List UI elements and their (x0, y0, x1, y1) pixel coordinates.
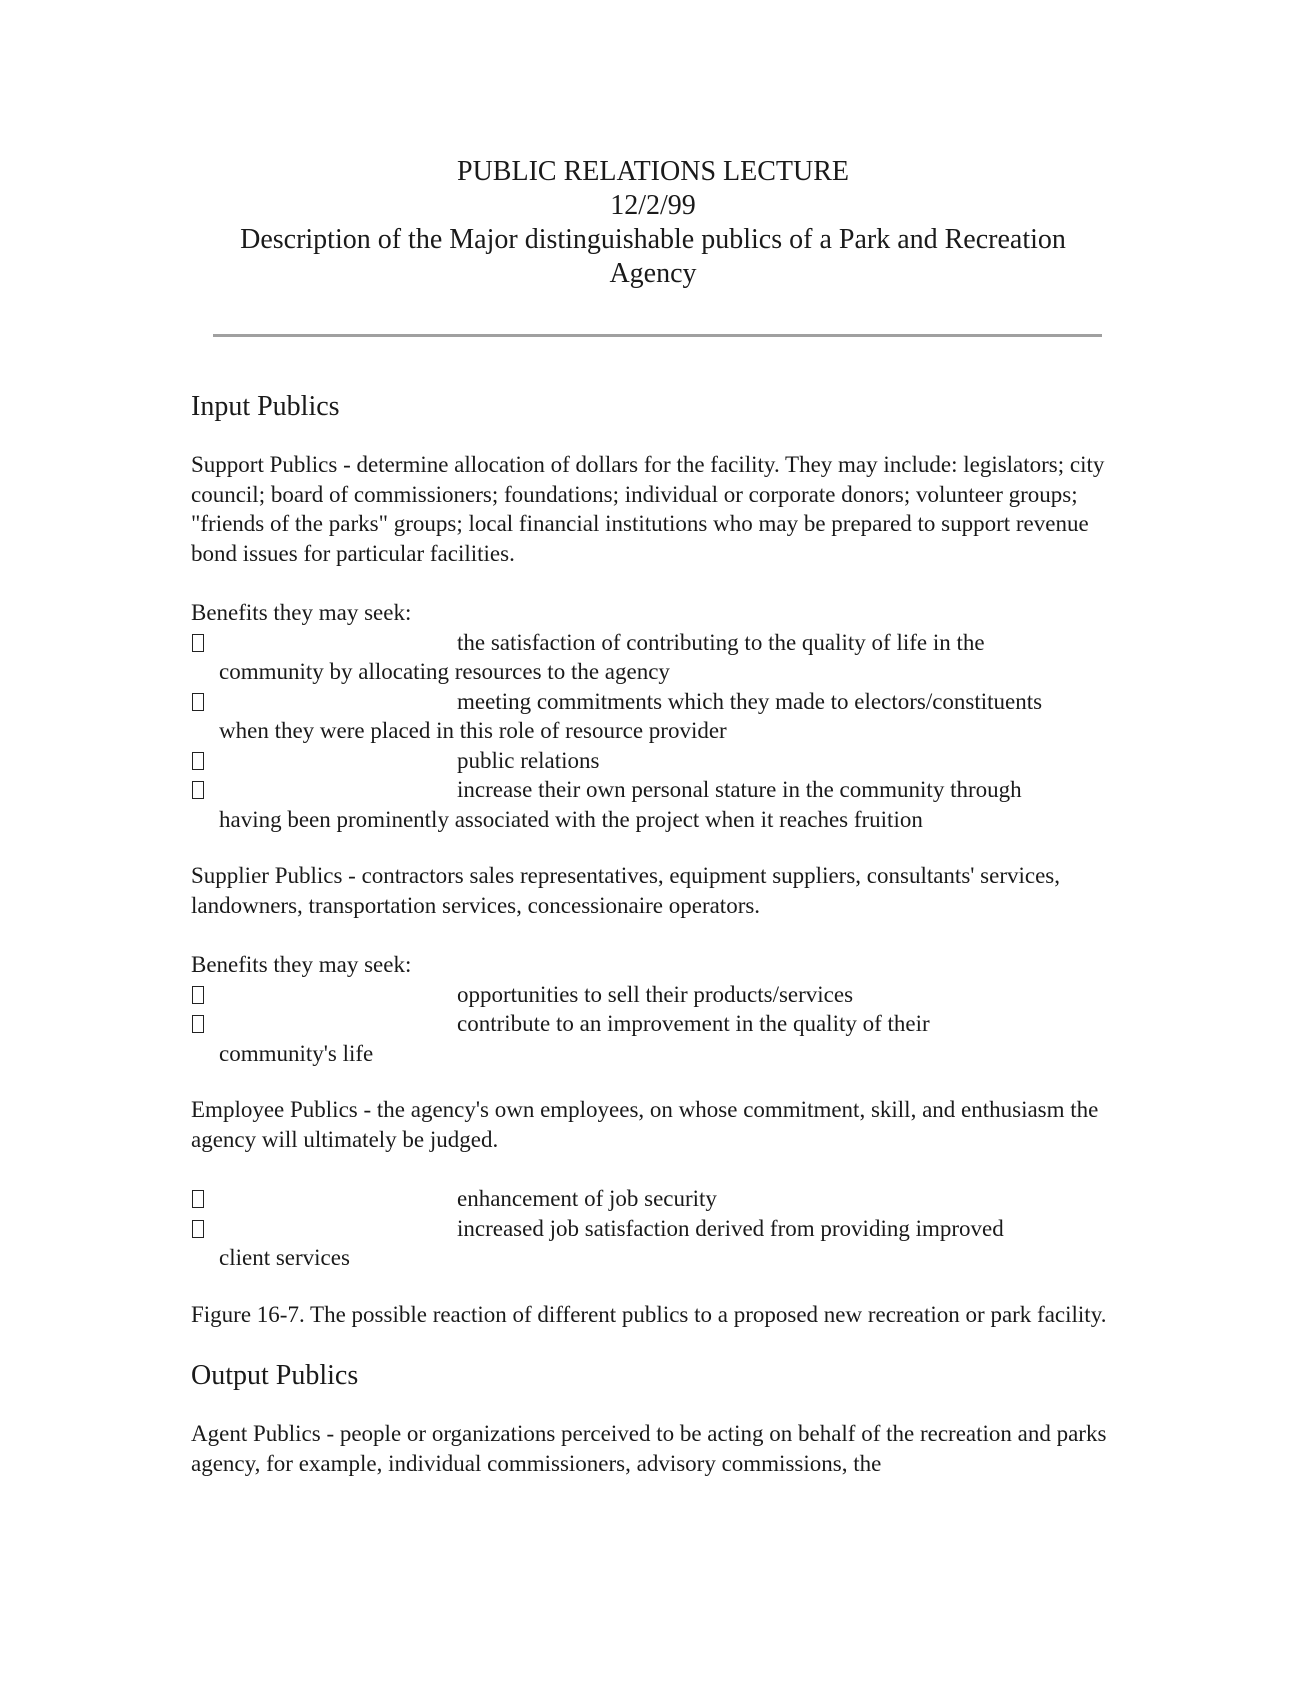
list-item-text: increase their own personal stature in the community through (457, 777, 1022, 802)
list-item-text: contribute to an improvement in the quality of their (457, 1011, 930, 1036)
list-item-text: increased job satisfaction derived from providing improved (457, 1215, 1004, 1241)
horizontal-divider (213, 334, 1102, 337)
bullet-box-icon (192, 986, 204, 1004)
list-item-text: enhancement of job security (457, 1186, 717, 1211)
bullet-box-icon (192, 1190, 204, 1208)
supplier-publics-paragraph: Supplier Publics - contractors sales representatives, equipment suppliers, consultants' services, landowners, transportation services, concessionaire operators. (191, 863, 1060, 918)
list-item-continuation: community by allocating resources to the agency (219, 659, 670, 684)
list-item (191, 746, 1121, 776)
bullet-box-icon (192, 752, 204, 770)
support-benefits-label: Benefits they may seek: (191, 600, 412, 625)
list-item (191, 980, 1121, 1010)
support-benefits-list (191, 628, 1121, 835)
list-item-text: public relations (457, 747, 600, 773)
list-item-continuation: when they were placed in this role of resource provider (219, 718, 727, 743)
document-date: 12/2/99 (610, 190, 696, 221)
input-publics-heading: Input Publics (191, 391, 340, 422)
document-subtitle-line-2: Agency (609, 258, 697, 289)
bullet-box-icon (192, 1015, 204, 1033)
list-item (191, 1184, 1121, 1214)
bullet-box-icon (192, 781, 204, 799)
list-item-continuation: having been prominently associated with the project when it reaches fruition (219, 806, 923, 832)
employee-benefits-list (191, 1184, 1121, 1273)
list-item-text: opportunities to sell their products/services (457, 981, 854, 1007)
list-item (191, 687, 1121, 746)
list-item (191, 628, 1121, 687)
list-item-text: meeting commitments which they made to electors/constituents (457, 688, 1043, 714)
bullet-box-icon (192, 634, 204, 652)
supplier-benefits-list (191, 980, 1121, 1069)
list-item-text: the satisfaction of contributing to the quality of life in the (457, 629, 985, 655)
agent-publics-paragraph: Agent Publics - people or organizations perceived to be acting on behalf of the recreation and parks agency, for example, individual commissioners, advisory commissions, the (191, 1421, 1107, 1476)
bullet-box-icon (192, 693, 204, 711)
support-publics-paragraph: Support Publics - determine allocation of dollars for the facility. They may include: legislators; city council; board of commissioners; foundations; individual or corporate donors; volunteer groups; "friends of the parks" groups; local financial institutions who may be prepared to support revenue bond issues for particular facilities. (191, 452, 1105, 566)
employee-publics-paragraph: Employee Publics - the agency's own employees, on whose commitment, skill, and enthusiasm the agency will ultimately be judged. (191, 1097, 1099, 1152)
bullet-box-icon (192, 1220, 204, 1238)
document-body (191, 390, 1121, 1508)
document-subtitle-line-1: Description of the Major distinguishable publics of a Park and Recreation (240, 224, 1066, 255)
output-publics-heading: Output Publics (191, 1360, 359, 1391)
document-header (150, 155, 1156, 291)
figure-caption: Figure 16-7. The possible reaction of different publics to a proposed new recreation or park facility. (191, 1301, 1107, 1327)
list-item (191, 775, 1121, 834)
document-title: PUBLIC RELATIONS LECTURE (457, 156, 849, 187)
list-item-continuation: community's life (219, 1040, 374, 1066)
list-item-continuation: client services (219, 1245, 350, 1270)
list-item (191, 1214, 1121, 1273)
list-item (191, 1009, 1121, 1068)
supplier-benefits-label: Benefits they may seek: (191, 952, 412, 977)
